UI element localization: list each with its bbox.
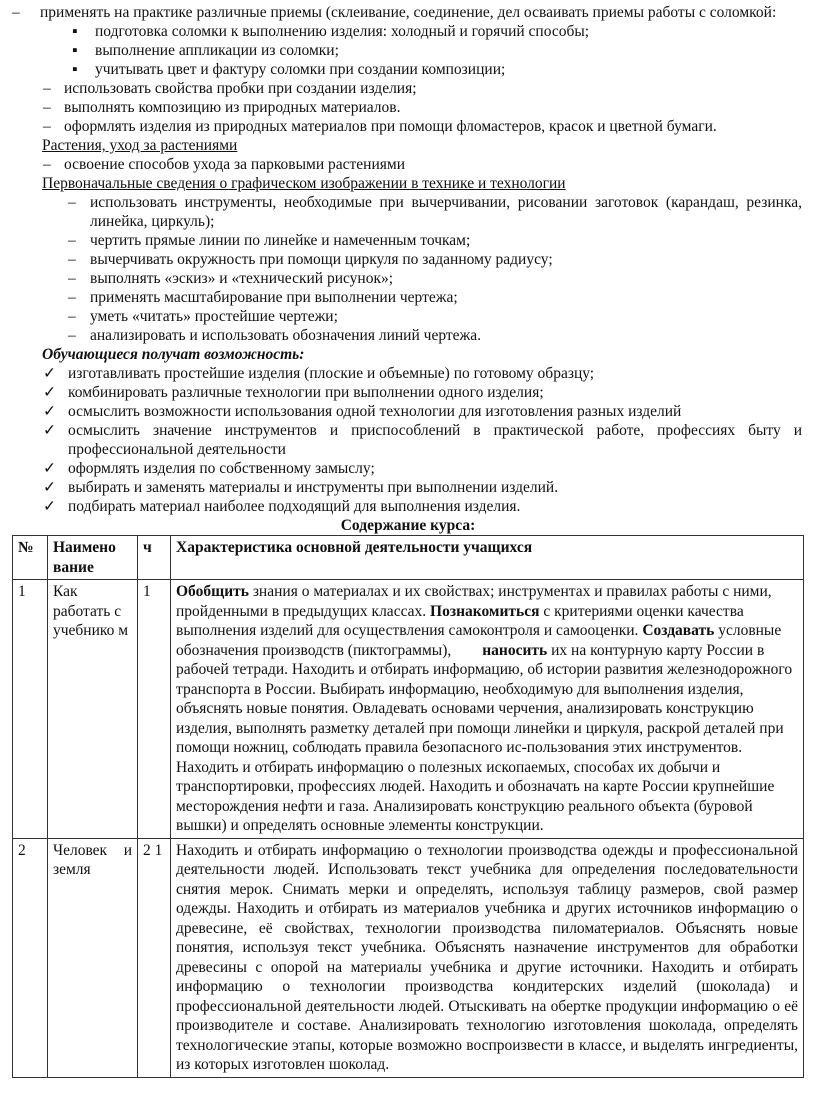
- list-marker-icon: ✓: [43, 365, 56, 382]
- list-item: [0, 269, 816, 288]
- list-marker-icon: –: [68, 232, 76, 249]
- list-marker-icon: –: [68, 289, 76, 306]
- list-item: [0, 288, 816, 307]
- list-item-text: анализировать и использовать обозначения линий чертежа.: [90, 327, 481, 344]
- list-item: [0, 155, 816, 174]
- section-heading-graphics: Первоначальные сведения о графическом изображении в технике и технологии: [42, 175, 566, 192]
- activity-keyword: Создавать: [642, 622, 715, 639]
- list-item-text: выполнение аппликации из соломки;: [95, 42, 339, 59]
- list-item: [0, 98, 816, 117]
- table-row: [13, 580, 804, 839]
- list-item-text: изготавливать простейшие изделия (плоские и объемные) по готовому образцу;: [68, 365, 595, 382]
- row-number: 1: [13, 580, 48, 839]
- section-heading-opportunities: Обучающиеся получат возможность:: [42, 346, 305, 363]
- row-number: 2: [13, 838, 48, 1077]
- list-item: [0, 60, 816, 79]
- row-hours: 1: [138, 580, 171, 839]
- row-name: Как работать с учебнико м: [48, 580, 138, 839]
- list-item: [0, 231, 816, 250]
- list-item: [0, 459, 816, 478]
- list-item: [0, 79, 816, 98]
- list-marker-icon: –: [43, 99, 51, 116]
- row-name: Человек и земля: [48, 838, 138, 1077]
- list-item-text: применять на практике различные приемы (склеивание, соединение, дел осваивать приемы работы с соломкой:: [40, 4, 777, 21]
- list-item: [0, 250, 816, 269]
- list-marker-icon: –: [68, 308, 76, 325]
- row-activity-paragraph: Находить и отбирать информацию о полезных ископаемых, способах их добычи и транспортировки, профессиях людей. Находить и обозначать на карте России крупнейшие месторождения нефти и газа. Анализировать конструкцию реального объекта (буровой вышки) и определять основные элементы конструкции.: [176, 758, 775, 834]
- list-item-text: выбирать и заменять материалы и инструменты при выполнении изделий.: [68, 479, 559, 496]
- list-item: [0, 117, 816, 136]
- list-item: [0, 478, 816, 497]
- document-page: [0, 3, 816, 1078]
- list-item: [0, 326, 816, 345]
- activity-text: условные обозначения производств (пиктограммы),: [176, 622, 786, 659]
- list-item: [0, 307, 816, 326]
- list-item-text: освоение способов ухода за парковыми растениями: [64, 156, 406, 173]
- list-marker-icon: ✓: [43, 479, 56, 496]
- list-item: [0, 497, 816, 516]
- activity-keyword: наносить: [482, 641, 548, 659]
- list-marker-icon: ✓: [43, 498, 56, 515]
- list-item: [0, 22, 816, 41]
- activity-text: их на контурную карту России в рабочей тетради. Находить и отбирать информацию, об истории развития железнодорожного транспорта в России. Выбирать информацию, необходимую для выполнения изделия, объяснять новые понятия. Овладевать основами черчения, анализировать конструкцию изделия, выполнять разметку деталей при помощи линейки и циркуля, раскрой деталей при помощи ножниц, соблюдать правила безопасного ис-пользования этих инструментов.: [176, 641, 797, 756]
- list-item-text: оформлять изделия из природных материалов при помощи фломастеров, красок и цветной бумаги.: [64, 118, 717, 135]
- row-activity: Находить и отбирать информацию о технологии производства одежды и профессиональной деятельности людей. Использовать текст учебника для определения последовательности снятия мерок. Снимать мерки и определять, используя таблицу размеров, свой размер одежды. Находить и отбирать из материалов учебника и других источников информацию о древесине, её свойствах, технологии производства пиломатериалов. Объяснять новые понятия, используя текст учебника. Объяснять назначение инструментов для обработки древесины с опорой на материалы учебника и другие источники. Находить и отбирать информацию о технологии производства кондитерских изделий (шоколада) и профессиональной деятельности людей. Отыскивать на обертке продукции информацию о её производителе и составе. Анализировать технологию изготовления шоколада, определять технологические этапы, которые возможно воспроизвести в классе, и выделять ингредиенты, из которых изготовлен шоколад.: [171, 838, 804, 1077]
- list-item: [0, 402, 816, 421]
- activity-keyword: Познакомиться: [430, 602, 540, 620]
- list-item-text: использовать инструменты, необходимые при вычерчивании, рисовании заготовок (карандаш, резинка, линейка, циркуль);: [90, 194, 802, 230]
- list-marker-icon: ▪: [72, 42, 78, 59]
- row-hours: 2 1: [138, 838, 171, 1077]
- list-item: [0, 421, 816, 459]
- header-activity: Характеристика основной деятельности учащихся: [171, 536, 804, 580]
- list-marker-icon: –: [68, 194, 76, 211]
- list-marker-icon: –: [43, 156, 51, 173]
- list-item-text: уметь «читать» простейшие чертежи;: [90, 308, 338, 325]
- list-marker-icon: –: [68, 251, 76, 268]
- list-item: [0, 3, 816, 22]
- list-marker-icon: –: [43, 80, 51, 97]
- list-item-text: выполнять «эскиз» и «технический рисунок»;: [90, 270, 394, 287]
- list-item-text: применять масштабирование при выполнении чертежа;: [90, 289, 458, 306]
- list-item-text: вычерчивать окружность при помощи циркуля по заданному радиусу;: [90, 251, 553, 268]
- list-item: [0, 383, 816, 402]
- list-item-text: комбинировать различные технологии при выполнении одного изделия;: [68, 384, 544, 401]
- header-hours: ч: [138, 536, 171, 580]
- table-row: [13, 838, 804, 1077]
- list-marker-icon: ✓: [43, 403, 56, 420]
- list-item: [0, 193, 816, 231]
- list-item: [0, 364, 816, 383]
- list-marker-icon: ✓: [43, 460, 56, 477]
- activity-text: с критериями оценки качества выполнения изделий для осуществления самоконтроля и самооценки.: [176, 602, 748, 639]
- activity-text: знания о материалах и их свойствах; инструментах и правилах работы с ними, пройденными в предыдущих классах.: [176, 583, 776, 620]
- list-item-text: подготовка соломки к выполнению изделия: холодный и горячий способы;: [95, 23, 590, 40]
- list-marker-icon: ✓: [43, 384, 56, 401]
- activity-keyword: Обобщить: [176, 583, 249, 600]
- dash-marker: –: [12, 4, 20, 21]
- list-marker-icon: ▪: [72, 61, 78, 78]
- list-marker-icon: ▪: [72, 23, 78, 40]
- list-item-text: учитывать цвет и фактуру соломки при создании композиции;: [95, 61, 506, 78]
- list-item-text: оформлять изделия по собственному замыслу;: [68, 460, 375, 477]
- list-item-text: осмыслить значение инструментов и приспособлений в практической работе, профессиях быту и профессиональной деятельности: [68, 422, 802, 458]
- row-activity: [171, 580, 804, 839]
- table-header-row: [13, 536, 804, 580]
- header-number: №: [13, 536, 48, 580]
- course-table: [12, 535, 804, 1078]
- list-marker-icon: –: [68, 270, 76, 287]
- section-heading-plants: Растения, уход за растениями: [42, 137, 238, 154]
- course-title: Содержание курса:: [340, 517, 476, 534]
- list-marker-icon: –: [68, 327, 76, 344]
- list-marker-icon: –: [43, 118, 51, 135]
- header-name: Наимено вание: [48, 536, 138, 580]
- list-item-text: выполнять композицию из природных материалов.: [64, 99, 401, 116]
- list-item-text: осмыслить возможности использования одной технологии для изготовления разных изделий: [68, 403, 682, 420]
- list-item-text: подбирать материал наиболее подходящий для выполнения изделия.: [68, 498, 521, 515]
- list-marker-icon: ✓: [43, 422, 56, 439]
- list-item: [0, 41, 816, 60]
- list-item-text: чертить прямые линии по линейке и намеченным точкам;: [90, 232, 471, 249]
- list-item-text: использовать свойства пробки при создании изделия;: [64, 80, 417, 97]
